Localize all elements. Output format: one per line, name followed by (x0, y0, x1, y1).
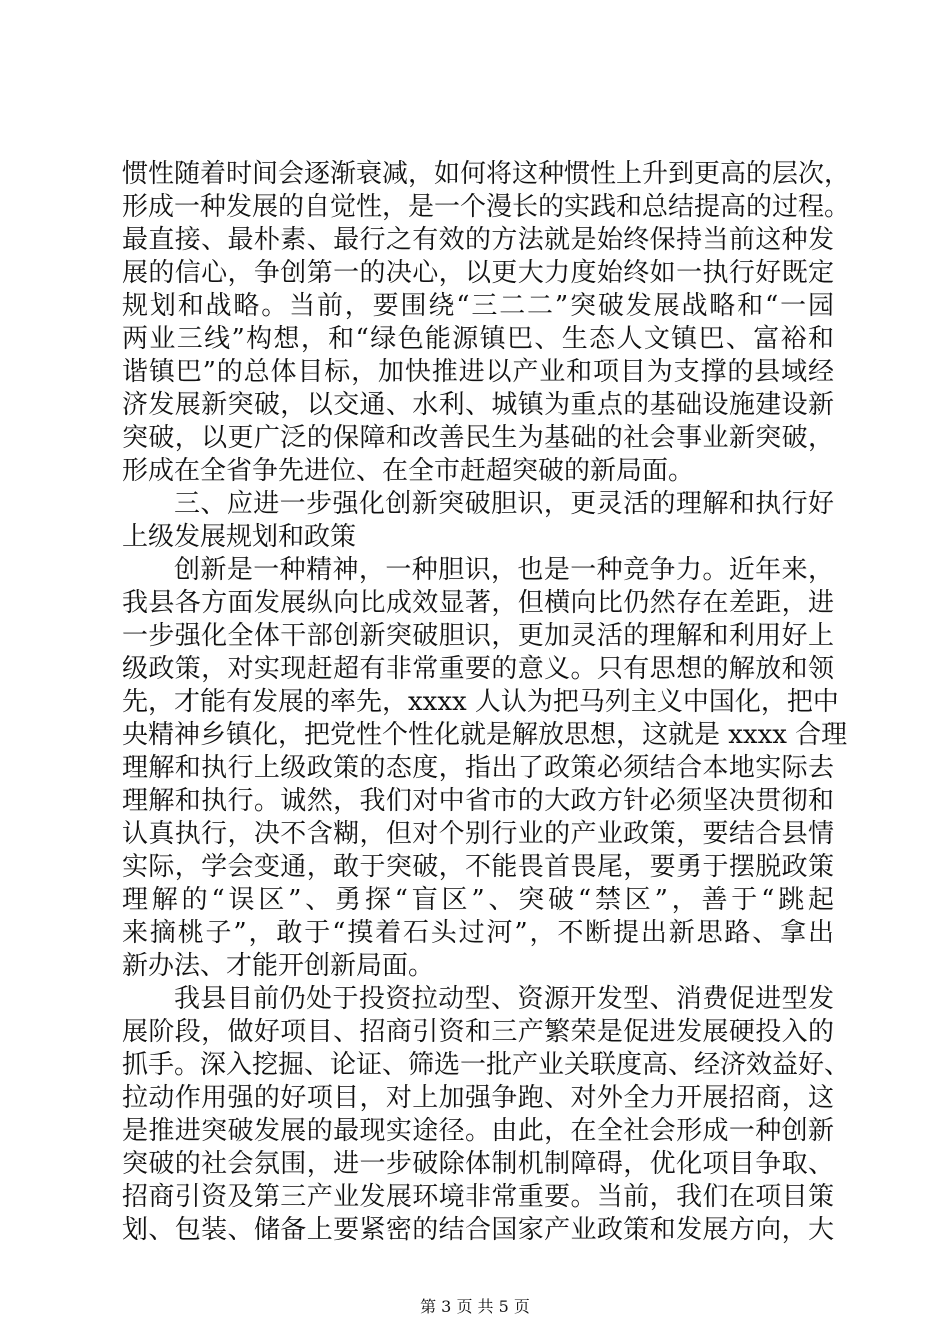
text-line: 划、包装、储备上要紧密的结合国家产业政策和发展方向，大 (122, 1215, 834, 1245)
text-line: 最直接、最朴素、最行之有效的方法就是始终保持当前这种发 (122, 225, 834, 255)
text-line: 招商引资及第三产业发展环境非常重要。当前，我们在项目策 (122, 1182, 834, 1212)
text-line: 理解的“误区”、勇探“盲区”、突破“禁区”，善于“跳起 (122, 885, 834, 915)
text-line: 认真执行，决不含糊，但对个别行业的产业政策，要结合县情 (122, 819, 834, 849)
text-line: 展的信心，争创第一的决心，以更大力度始终如一执行好既定 (122, 258, 834, 288)
text-line: 突破的社会氛围，进一步破除体制机制障碍，优化项目争取、 (122, 1149, 834, 1179)
text-line: 形成在全省争先进位、在全市赶超突破的新局面。 (122, 456, 695, 486)
text-line: 三、应进一步强化创新突破胆识，更灵活的理解和执行好 (174, 489, 834, 519)
text-line: 理解和执行上级政策的态度，指出了政策必须结合本地实际去 (122, 753, 834, 783)
text-line: 先，才能有发展的率先，xxxx 人认为把马列主义中国化，把中 (122, 687, 839, 717)
text-line: 实际，学会变通，敢于突破，不能畏首畏尾，要勇于摆脱政策 (122, 852, 834, 882)
text-line: 展阶段，做好项目、招商引资和三产繁荣是促进发展硬投入的 (122, 1017, 834, 1047)
document-body (122, 158, 851, 1247)
text-line: 突破，以更广泛的保障和改善民生为基础的社会事业新突破， (122, 423, 834, 453)
text-line: 一步强化全体干部创新突破胆识，更加灵活的理解和利用好上 (122, 621, 834, 651)
text-line: 理解和执行。诚然，我们对中省市的大政方针必须坚决贯彻和 (122, 786, 834, 816)
text-line: 两业三线”构想，和“绿色能源镇巴、生态人文镇巴、富裕和 (122, 324, 834, 354)
text-line: 规划和战略。当前，要围绕“三二二”突破发展战略和“一园 (122, 291, 834, 321)
text-line: 谐镇巴”的总体目标，加快推进以产业和项目为支撑的县域经 (122, 357, 834, 387)
text-line: 央精神乡镇化，把党性个性化就是解放思想，这就是 xxxx 合理 (122, 720, 848, 750)
text-line: 形成一种发展的自觉性，是一个漫长的实践和总结提高的过程。 (122, 192, 851, 222)
text-line: 是推进突破发展的最现实途径。由此，在全社会形成一种创新 (122, 1116, 834, 1146)
text-line: 我县各方面发展纵向比成效显著，但横向比仍然存在差距，进 (122, 588, 834, 618)
text-line: 来摘桃子”，敢于“摸着石头过河”，不断提出新思路、拿出 (122, 918, 834, 948)
text-line: 拉动作用强的好项目，对上加强争跑、对外全力开展招商，这 (122, 1083, 834, 1113)
page-footer: 第 3 页 共 5 页 (420, 1297, 530, 1316)
text-line: 级政策，对实现赶超有非常重要的意义。只有思想的解放和领 (122, 654, 834, 684)
text-line: 上级发展规划和政策 (122, 522, 357, 552)
text-line: 新办法、才能开创新局面。 (122, 951, 435, 981)
text-line: 惯性随着时间会逐渐衰减，如何将这种惯性上升到更高的层次， (122, 159, 851, 189)
text-line: 我县目前仍处于投资拉动型、资源开发型、消费促进型发 (174, 984, 834, 1014)
text-line: 创新是一种精神，一种胆识，也是一种竞争力。近年来， (174, 555, 834, 585)
text-line: 抓手。深入挖掘、论证、筛选一批产业关联度高、经济效益好、 (122, 1050, 851, 1080)
text-line: 济发展新突破，以交通、水利、城镇为重点的基础设施建设新 (122, 390, 834, 420)
